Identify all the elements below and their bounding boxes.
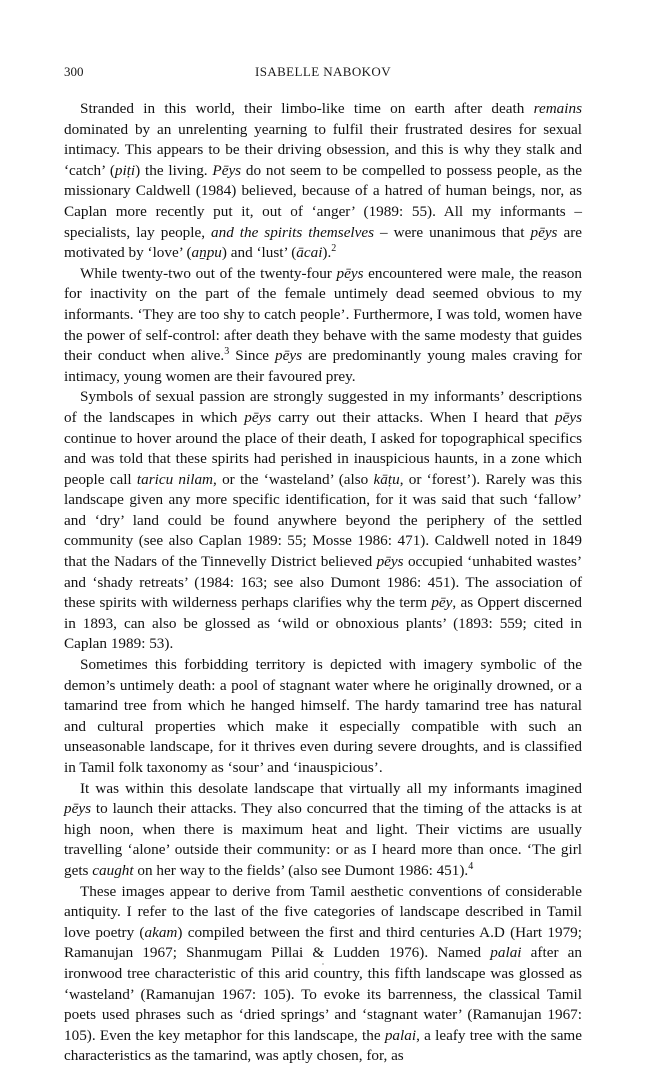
italic-term: pēys <box>275 347 303 365</box>
text-run: , as Oppert discerned in 1893, can also be glossed as ‘wild or obnoxious plants’ (1893: 559; cited in Caplan 1989: 53). <box>64 594 582 653</box>
italic-term: pēys <box>336 264 364 282</box>
text-run: , a leafy tree with the same characteristics as the tamarind, was aptly chosen, for, as <box>64 1026 582 1065</box>
paragraph <box>64 882 582 1067</box>
paragraph <box>64 655 582 779</box>
italic-term: pēy <box>431 594 453 612</box>
text-run: Stranded in this world, their limbo-like time on earth after death <box>80 100 534 117</box>
text-run: , or the ‘wasteland’ (also <box>213 470 374 488</box>
paragraph <box>64 387 582 655</box>
italic-term: and the spirits themselves <box>211 223 375 241</box>
italic-term: kāṭu <box>373 470 400 488</box>
footnote-ref: 2 <box>331 243 337 255</box>
italic-term: pēys <box>530 223 558 241</box>
footnote-ref: 4 <box>468 860 474 872</box>
text-run: These images appear to derive from Tamil aesthetic conventions of considerable antiquity. I refer to the last of the five categories of landscape described in Tamil love poetry ( <box>64 882 582 941</box>
text-run: ) and ‘lust’ ( <box>221 244 297 262</box>
text-run: Since <box>229 347 276 365</box>
text-run: It was within this desolate landscape that virtually all my informants imagined <box>80 779 582 797</box>
text-run: ) the living. <box>135 161 213 179</box>
italic-term: palai <box>384 1026 417 1044</box>
text-run: Sometimes this forbidding territory is depicted with imagery symbolic of the demon’s untimely death: a pool of stagnant water where he originally drowned, or a tamarind tree from which he hanged himself. The hardy tamarind tree has natural and cultural properties which make it especially compatible with such an unseasonable landscape, for it thrives even during severe droughts, and is classified in Tamil folk taxonomy as ‘sour’ and ‘inauspicious’. <box>64 656 582 776</box>
italic-term: aṉpu <box>191 244 222 262</box>
body-text <box>64 99 582 1067</box>
text-run: ) compiled between the first and third centuries A.D (Hart 1979; Ramanujan 1967; Shanmugam Pillai & Ludden 1976). Named <box>64 923 582 962</box>
text-run: , or ‘forest’). Rarely was this landscape given any more specific identification, for it was said that such ‘fallow’ and ‘dry’ land could be found anywhere beyond the periphery of the settled community (see also Caplan 1989: 55; Mosse 1986: 471). Caldwell noted in 1849 that the Nadars of the Tinnevelly District believed <box>64 470 582 571</box>
text-run: ). <box>322 244 332 262</box>
text-run: Symbols of sexual passion are strongly suggested in my informants’ descriptions of the landscapes in which <box>64 388 582 426</box>
italic-term: pēys <box>376 553 404 571</box>
italic-term: remains <box>533 100 582 117</box>
italic-term: pēys <box>555 408 582 426</box>
text-run: continue to hover around the place of their death, I asked for topographical specifics and was told that these spirits had perished in inauspicious haunts, in a zone which people call <box>64 429 582 488</box>
page-number: 300 <box>64 64 84 79</box>
text-run: encountered were male, the reason for inactivity on the part of the female untimely dead seemed obvious to my informants. ‘They are too shy to catch people’. Furthermore, I was told, women have the power of self-control: after death they behave with the same modesty that guides their conduct when alive. <box>64 264 582 365</box>
text-run: carry out their attacks. When I heard that <box>271 408 555 426</box>
paragraph <box>64 99 582 264</box>
paragraph <box>64 264 582 388</box>
text-run: are motivated by ‘love’ ( <box>64 223 583 262</box>
paragraph <box>64 779 582 882</box>
page-header <box>64 64 582 84</box>
italic-term: caught <box>92 861 134 879</box>
italic-term: Pēys <box>212 161 242 179</box>
text-run: occupied ‘unhabited wastes’ and ‘shady retreats’ (1984: 163; see also Dumont 1986: 451). The association of these spirits with wilderness perhaps clarifies why the term <box>64 553 583 612</box>
scan-speck <box>322 963 324 965</box>
running-title: ISABELLE NABOKOV <box>254 64 392 79</box>
footnote-ref: 3 <box>224 346 230 358</box>
italic-term: taricu nilam <box>136 470 214 488</box>
text-run: – were unanimous that <box>374 223 531 241</box>
italic-term: piṭi <box>114 161 136 179</box>
italic-term: ācai <box>296 244 323 262</box>
text-run: to launch their attacks. They also concurred that the timing of the attacks is at high noon, when there is maximum heat and light. Their victims are usually travelling ‘alone’ outside their community: or as I heard more than once. ‘The girl gets <box>64 800 582 879</box>
text-run: on her way to the fields’ (also see Dumont 1986: 451). <box>133 861 469 879</box>
italic-term: pēys <box>64 800 91 818</box>
text-run: do not seem to be compelled to possess people, as the missionary Caldwell (1984) believed, because of a hatred of human beings, nor, as Caplan more recently put it, out of ‘anger’ (1989: 55). All my informants – specialists, lay people, <box>64 161 582 241</box>
text-run: dominated by an unrelenting yearning to fulfil their frustrated desires for sexual intimacy. This appears to be their driving obsession, and this is why they stalk and ‘catch’ ( <box>64 120 582 179</box>
text-run: are predominantly young males craving for intimacy, young women are their favoured prey. <box>64 347 582 385</box>
text-run: after an ironwood tree characteristic of this arid country, this fifth landscape was glossed as ‘wasteland’ (Ramanujan 1967: 105). To evoke its barrenness, the classical Tamil poets used phrases such as ‘dried springs’ and ‘stagnant water’ (Ramanujan 1967: 105). Even the key metaphor for this landscape, the <box>64 944 582 1044</box>
italic-term: akam <box>144 923 178 941</box>
italic-term: palai <box>490 944 522 962</box>
text-run: While twenty-two out of the twenty-four <box>80 264 337 282</box>
italic-term: pēys <box>244 408 272 426</box>
